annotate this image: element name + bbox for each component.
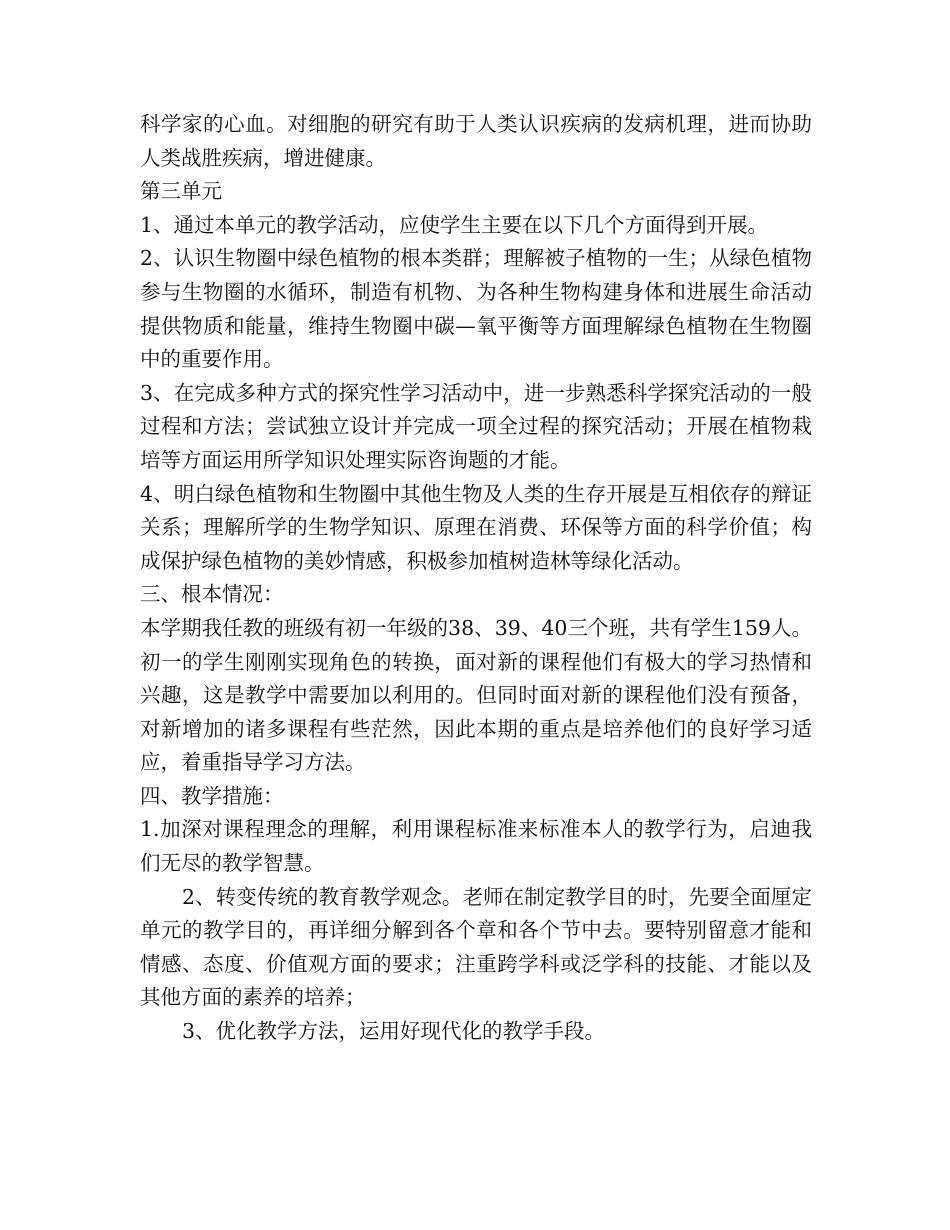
paragraph-measure-2: 2、转变传统的教育教学观念。老师在制定教学目的时，先要全面厘定单元的教学目的，再详细分解到各个章和各个节中去。要特别留意才能和情感、态度、价值观方面的要求；注重跨学科或泛学科的技能、才能以及其他方面的素养的培养； bbox=[140, 884, 812, 1010]
paragraph-item-4: 4、明白绿色植物和生物圈中其他生物及人类的生存开展是互相依存的辩证关系；理解所学的生物学知识、原理在消费、环保等方面的科学价值；构成保护绿色植物的美妙情感，积极参加植树造林等绿化活动。 bbox=[140, 481, 812, 573]
paragraph-measure-3: 3、优化教学方法，运用好现代化的教学手段。 bbox=[182, 1019, 606, 1044]
paragraph-item-2: 2、认识生物圈中绿色植物的根本类群；理解被子植物的一生；从绿色植物参与生物圈的水循环，制造有机物、为各种生物构建身体和进展生命活动提供物质和能量，维持生物圈中碳—氧平衡等方面理解绿色植物在生物圈中的重要作用。 bbox=[140, 246, 812, 372]
section-heading-basic-situation: 三、根本情况： bbox=[140, 582, 284, 607]
paragraph-1: 科学家的心血。对细胞的研究有助于人类认识疾病的发病机理，进而协助人类战胜疾病，增进健康。 bbox=[140, 112, 812, 170]
section-heading-unit-3: 第三单元 bbox=[140, 179, 222, 204]
section-heading-teaching-measures: 四、教学措施： bbox=[140, 783, 284, 808]
paragraph-item-3: 3、在完成多种方式的探究性学习活动中，进一步熟悉科学探究活动的一般过程和方法；尝试独立设计并完成一项全过程的探究活动；开展在植物栽培等方面运用所学知识处理实际咨询题的才能。 bbox=[140, 380, 812, 472]
document-page bbox=[140, 108, 812, 1049]
paragraph-basic-situation: 本学期我任教的班级有初一年级的38、39、40三个班，共有学生159人。初一的学生刚刚实现角色的转换，面对新的课程他们有极大的学习热情和兴趣，这是教学中需要加以利用的。但同时面对新的课程他们没有预备，对新增加的诸多课程有些茫然，因此本期的重点是培养他们的良好学习适应，着重指导学习方法。 bbox=[140, 615, 812, 775]
paragraph-item-1: 1、通过本单元的教学活动，应使学生主要在以下几个方面得到开展。 bbox=[140, 212, 769, 237]
paragraph-measure-1: 1.加深对课程理念的理解，利用课程标准来标准本人的教学行为，启迪我们无尽的教学智慧。 bbox=[140, 817, 812, 876]
